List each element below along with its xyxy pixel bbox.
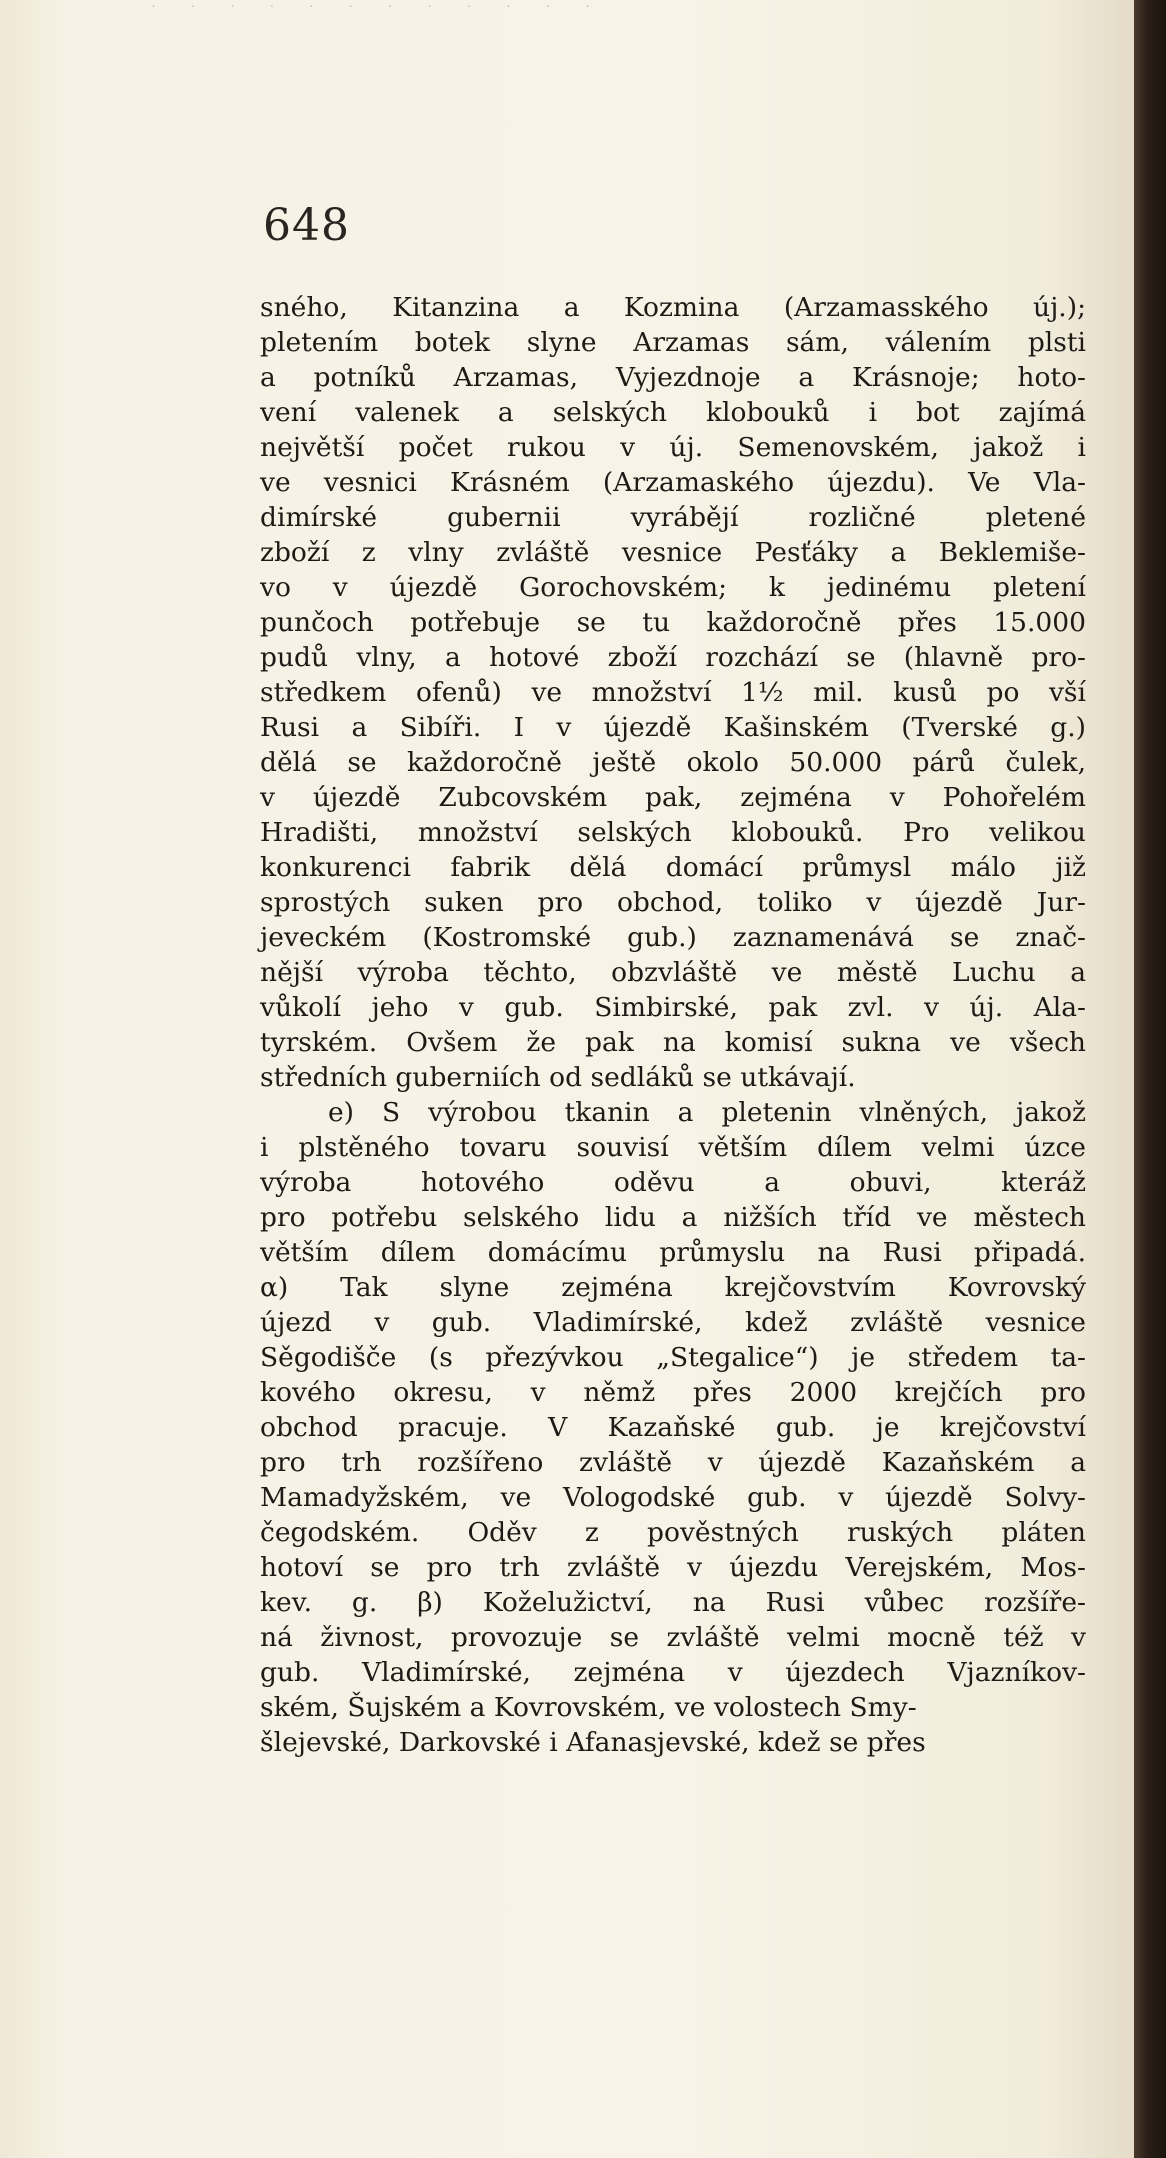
text-line: sného, Kitanzina a Kozmina (Arzamasského új.); <box>260 292 1086 323</box>
text-line: α) Tak slyne zejména krejčovstvím Kovrovský <box>260 1272 1086 1303</box>
text-line: dimírské gubernii vyrábějí rozličné pletené <box>260 502 1086 533</box>
text-line: gub. Vladimírské, zejména v újezdech Vjazníkov- <box>260 1657 1086 1688</box>
text-line: punčoch potřebuje se tu každoročně přes 15.000 <box>260 607 1086 638</box>
text-line: středkem ofenů) ve množství 1½ mil. kusů po vší <box>260 677 1086 708</box>
book-spine <box>1134 0 1166 2158</box>
page-number: 648 <box>263 200 350 251</box>
text-line: vo v újezdě Gorochovském; k jedinému pletení <box>260 572 1086 603</box>
text-line: ná živnost, provozuje se zvláště velmi mocně též v <box>260 1622 1086 1653</box>
text-line: středních guberniích od sedláků se utkávají. <box>260 1062 856 1093</box>
text-line: výroba hotového oděvu a obuvi, kteráž <box>260 1167 1086 1198</box>
text-line: kev. g. β) Koželužictví, na Rusi vůbec rozšíře- <box>260 1587 1086 1618</box>
body-text <box>260 290 1086 1760</box>
text-line: šlejevské, Darkovské i Afanasjevské, kdež se přes <box>260 1727 926 1758</box>
text-line: a potníků Arzamas, Vyjezdnoje a Krásnoje; hoto- <box>260 362 1086 393</box>
text-line: obchod pracuje. V Kazaňské gub. je krejčovství <box>260 1412 1086 1443</box>
text-line: hotoví se pro trh zvláště v újezdu Verejském, Mos- <box>260 1552 1086 1583</box>
text-line: Sěgodišče (s přezývkou „Stegalice“) je středem ta- <box>260 1342 1086 1373</box>
text-line: e) S výrobou tkanin a pletenin vlněných, jakož <box>328 1097 1086 1128</box>
text-line: pletením botek slyne Arzamas sám, válením plsti <box>260 327 1086 358</box>
text-line: největší počet rukou v új. Semenovském, jakož i <box>260 432 1086 463</box>
text-line: sprostých suken pro obchod, toliko v újezdě Jur- <box>260 887 1086 918</box>
text-line: nější výroba těchto, obzvláště ve městě Luchu a <box>260 957 1086 988</box>
text-line: ve vesnici Krásném (Arzamaského újezdu). Ve Vla- <box>260 467 1086 498</box>
text-line: pro trh rozšířeno zvláště v újezdě Kazaňském a <box>260 1447 1086 1478</box>
text-line: jeveckém (Kostromské gub.) zaznamenává se znač- <box>260 922 1086 953</box>
text-line: tyrském. Ovšem že pak na komisí sukna ve všech <box>260 1027 1086 1058</box>
text-line: Hradišti, množství selských klobouků. Pro velikou <box>260 817 1086 848</box>
text-line: kového okresu, v němž přes 2000 krejčích pro <box>260 1377 1086 1408</box>
text-line: dělá se každoročně ještě okolo 50.000 párů čulek, <box>260 747 1086 778</box>
text-line: Mamadyžském, ve Vologodské gub. v újezdě Solvy- <box>260 1482 1086 1513</box>
text-line: větším dílem domácímu průmyslu na Rusi připadá. <box>260 1237 1086 1268</box>
text-line: vení valenek a selských klobouků i bot zajímá <box>260 397 1086 428</box>
text-line: pro potřebu selského lidu a nižších tříd ve městech <box>260 1202 1086 1233</box>
text-line: Rusi a Sibíři. I v újezdě Kašinském (Tverské g.) <box>260 712 1086 743</box>
text-line: v újezdě Zubcovském pak, zejména v Pohořelém <box>260 782 1086 813</box>
text-line: čegodském. Oděv z pověstných ruských pláten <box>260 1517 1086 1548</box>
text-line: pudů vlny, a hotové zboží rozchází se (hlavně pro- <box>260 642 1086 673</box>
text-line: újezd v gub. Vladimírské, kdež zvláště vesnice <box>260 1307 1086 1338</box>
text-line: vůkolí jeho v gub. Simbirské, pak zvl. v új. Ala- <box>260 992 1086 1023</box>
top-edge-bleed: ˙ ˙ ˙ ˙ ˙ ˙ ˙ ˙ ˙ ˙ ˙ ˙ <box>150 4 605 20</box>
text-line: i plstěného tovaru souvisí větším dílem velmi úzce <box>260 1132 1086 1163</box>
text-line: konkurenci fabrik dělá domácí průmysl málo již <box>260 852 1086 883</box>
text-line: zboží z vlny zvláště vesnice Pesťáky a Beklemiše- <box>260 537 1086 568</box>
text-line: ském, Šujském a Kovrovském, ve volostech Smy- <box>260 1692 917 1723</box>
